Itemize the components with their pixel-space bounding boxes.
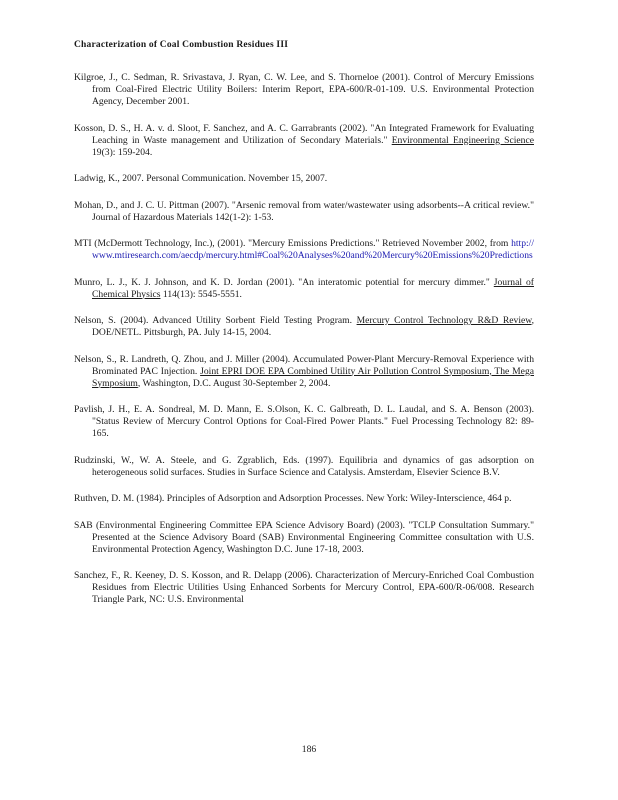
- reference-text: Pavlish, J. H., E. A. Sondreal, M. D. Mann, E. S.Olson, K. C. Galbreath, D. L. Laudal, and S. A. Benson (2003). "Status Review of Mercury Control Options for Coal-Fired Power Plants." Fuel Processing Technology 82: 89-165.: [74, 404, 534, 439]
- reference-entry: [74, 72, 534, 108]
- running-header: Characterization of Coal Combustion Residues III: [74, 40, 289, 50]
- reference-text: 19(3): 159-204.: [92, 146, 153, 158]
- reference-text: Kosson, D. S., H. A. v. d. Sloot, F. Sanchez, and A. C. Garrabrants (2002). "An Integrated Framework for Evaluating Leaching in Waste management and Utilization of Secondary Materials.": [74, 122, 534, 146]
- reference-entry: [74, 404, 534, 440]
- reference-source-title: Mercury Control Technology R&D Review: [356, 315, 532, 326]
- reference-entry: [74, 277, 534, 301]
- reference-source-title: Joint EPRI DOE EPA Combined Utility Air Pollution Control Symposium, The Mega Symposium: [92, 365, 534, 389]
- reference-text: Sanchez, F., R. Keeney, D. S. Kosson, and R. Delapp (2006). Characterization of Mercury-Enriched Coal Combustion Residues from Electric Utilities Using Enhanced Sorbents for Mercury Control, EPA-600/R-06/008. Research Triangle Park, NC: U.S. Environmental: [74, 570, 534, 605]
- reference-text: , Washington, D.C. August 30-September 2, 2004.: [137, 377, 331, 389]
- reference-entry: [74, 173, 534, 185]
- reference-text: Mohan, D., and J. C. U. Pittman (2007). "Arsenic removal from water/wastewater using adsorbents--A critical review." Journal of Hazardous Materials 142(1-2): 1-53.: [74, 199, 534, 223]
- reference-entry: [74, 238, 534, 262]
- reference-text: Kilgroe, J., C. Sedman, R. Srivastava, J. Ryan, C. W. Lee, and S. Thorneloe (2001). Control of Mercury Emissions from Coal-Fired Electric Utility Boilers: Interim Report, EPA-600/R-01-109. U.S. Environmental Protection Agency, December 2001.: [74, 72, 534, 107]
- reference-text: , DOE/NETL. Pittsburgh, PA. July 14-15, 2004.: [92, 315, 534, 338]
- reference-text: Munro, L. J., K. J. Johnson, and K. D. Jordan (2001). "An interatomic potential for mercury dimmer.": [74, 276, 494, 288]
- reference-source-title: Environmental Engineering Science: [391, 134, 534, 146]
- reference-text: 114(13): 5545-5551.: [160, 288, 242, 300]
- reference-text: Nelson, S., R. Landreth, Q. Zhou, and J. Miller (2004). Accumulated Power-Plant Mercury-Removal Experience with Brominated PAC Injection.: [74, 353, 534, 377]
- reference-text: Nelson, S. (2004). Advanced Utility Sorbent Field Testing Program.: [74, 315, 357, 326]
- reference-entry: [74, 354, 534, 390]
- reference-url-link[interactable]: http://www.mtiresearch.com/aecdp/mercury.html#Coal%20Analyses%20and%20Mercury%20Emissions%20Predictions: [92, 238, 534, 261]
- reference-entry: [74, 455, 534, 479]
- reference-entry: [74, 123, 534, 159]
- reference-entry: [74, 570, 534, 606]
- reference-text: MTI (McDermott Technology, Inc.), (2001). "Mercury Emissions Predictions." Retrieved November 2002, from: [74, 238, 512, 249]
- reference-entry: [74, 520, 534, 556]
- reference-text: Ruthven, D. M. (1984). Principles of Adsorption and Adsorption Processes. New York: Wiley-Interscience, 464 p.: [74, 493, 512, 504]
- reference-text: Rudzinski, W., W. A. Steele, and G. Zgrablich, Eds. (1997). Equilibria and dynamics of gas adsorption on heterogeneous solid surfaces. Studies in Surface Science and Catalysis. Amsterdam, Elsevier Science B.V.: [74, 454, 534, 478]
- reference-entry: [74, 493, 534, 505]
- reference-source-title: Journal of Chemical Physics: [92, 276, 534, 300]
- reference-list: [74, 72, 534, 621]
- reference-text: SAB (Environmental Engineering Committee EPA Science Advisory Board) (2003). "TCLP Consultation Summary." Presented at the Science Advisory Board (SAB) Environmental Engineering Committee consultation with U.S. Environmental Protection Agency, Washington D.C. June 17-18, 2003.: [74, 519, 534, 555]
- reference-entry: [74, 200, 534, 224]
- reference-text: Ladwig, K., 2007. Personal Communication. November 15, 2007.: [74, 173, 328, 184]
- reference-entry: [74, 315, 534, 339]
- page-number: 186: [301, 744, 317, 755]
